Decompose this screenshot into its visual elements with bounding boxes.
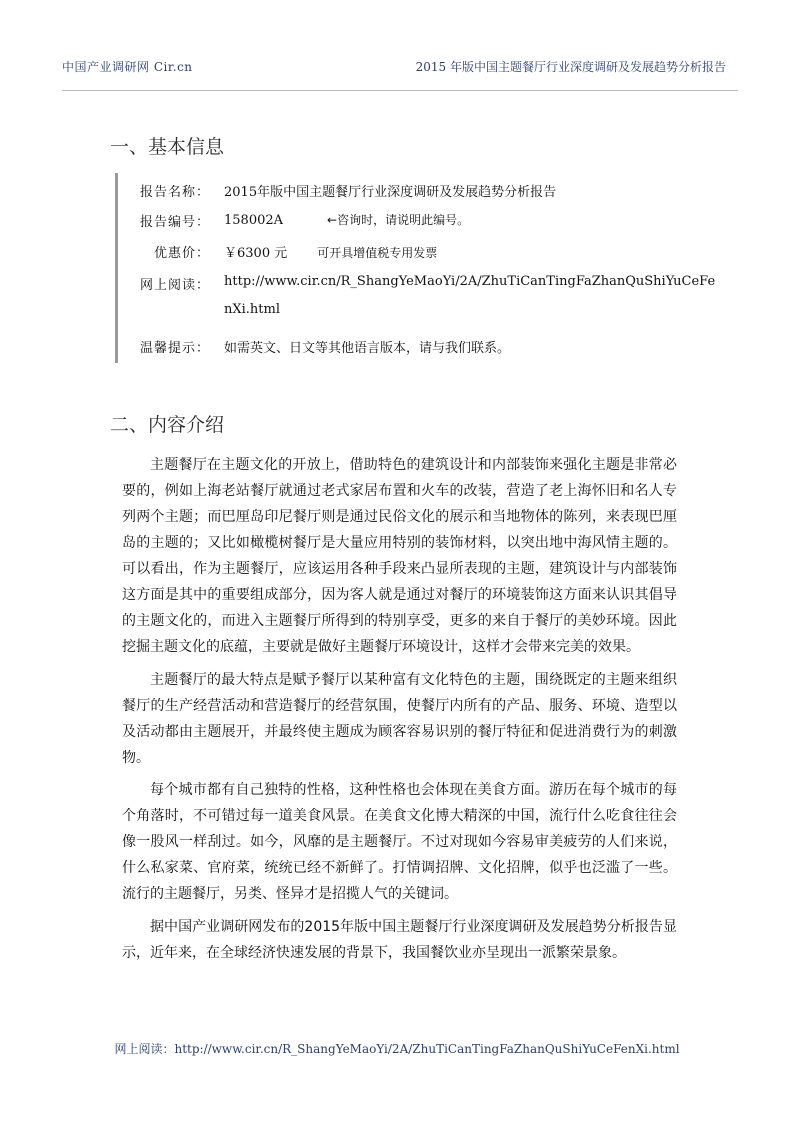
online-read-label: 网上阅读： (139, 278, 210, 293)
section-title-content-intro: 二、内容介绍 (110, 414, 225, 436)
paragraph: 主题餐厅在主题文化的开放上，借助特色的建筑设计和内部装饰来强化主题是非常必要的，例如上海老站餐厅就通过老式家居布置和火车的改装，营造了老上海怀旧和名人专列两个主题；而巴厘岛印尼餐厅则是通过民俗文化的展示和当地物体的陈列，来表现巴厘岛的主题的；又比如橄榄树餐厅是大量应用特别的装饰材料，以突出地中海风情主题的。可以看出，作为主题餐厅，应该运用各种手段来凸显所表现的主题，建筑设计与内部装饰这方面是其中的重要组成部分，因为客人就是通过对餐厅的环境装饰这方面来认识其倡导的主题文化的，而进入主题餐厅所得到的特别享受，更多的来自于餐厅的美妙环境。因此挖掘主题文化的底蕴，主要就是做好主题餐厅环境设计，这样才会带来完美的效果。 (122, 457, 677, 655)
price-label: 优惠价： (153, 246, 210, 261)
header-site-name: 中国产业调研网 Cir.cn (62, 60, 193, 74)
footer-online-read (0, 1040, 794, 1057)
online-read-url[interactable] (224, 274, 715, 317)
paragraph: 每个城市都有自己独特的性格，这种性格也会体现在美食方面。游历在每个城市的每个角落时，不可错过每一道美食风景。在美食文化博大精深的中国，流行什么吃食往往会像一股风一样刮过。如今，风靡的是主题餐厅。不过对现如今容易审美疲劳的人们来说，什么私家菜、官府菜，统统已经不新鲜了。打情调招牌、文化招牌，似乎也泛滥了一些。流行的主题餐厅，另类、怪异才是招揽人气的关键词。 (122, 782, 677, 902)
footer-url[interactable]: http://www.cir.cn/R_ShangYeMaoYi/2A/ZhuTiCanTingFaZhanQuShiYuCeFenXi.html (174, 1042, 680, 1056)
footer-label: 网上阅读： (114, 1042, 175, 1056)
report-no-note: ←咨询时，请说明此编号。 (327, 213, 470, 227)
paragraph: 主题餐厅的最大特点是赋予餐厅以某种富有文化特色的主题，围绕既定的主题来组织餐厅的生产经营活动和营造餐厅的经营氛围，使餐厅内所有的产品、服务、环境、造型以及活动都由主题展开，并最终使主题成为顾客容易识别的餐厅特征和促进消费行为的刺激物。 (122, 671, 677, 766)
report-no-value (224, 211, 469, 228)
content-body (122, 452, 677, 972)
tip-label: 温馨提示： (139, 341, 210, 356)
header-report-title: 2015 年版中国主题餐厅行业深度调研及发展趋势分析报告 (415, 60, 726, 74)
price-note: 可开具增值税专用发票 (317, 246, 438, 260)
report-name-value: 2015年版中国主题餐厅行业深度调研及发展趋势分析报告 (224, 185, 557, 200)
price: ￥6300 元 (224, 246, 288, 261)
section-title-basic-info: 一、基本信息 (110, 136, 225, 158)
tip-text: 如需英文、日文等其他语言版本，请与我们联系。 (224, 341, 511, 356)
report-no-label: 报告编号： (139, 215, 210, 230)
online-url-line1[interactable]: http://www.cir.cn/R_ShangYeMaoYi/2A/ZhuTiCanTingFaZhanQuShiYuCeFe (224, 274, 716, 289)
paragraph: 据中国产业调研网发布的2015年版中国主题餐厅行业深度调研及发展趋势分析报告显示，近年来，在全球经济快速发展的背景下，我国餐饮业亦呈现出一派繁荣景象。 (122, 918, 677, 961)
price-value (224, 242, 437, 261)
report-name-label: 报告名称： (139, 185, 210, 200)
online-url-line2[interactable]: nXi.html (224, 302, 280, 317)
header-divider (62, 90, 738, 91)
report-no: 158002A (224, 213, 284, 228)
basic-info-block (115, 173, 718, 363)
